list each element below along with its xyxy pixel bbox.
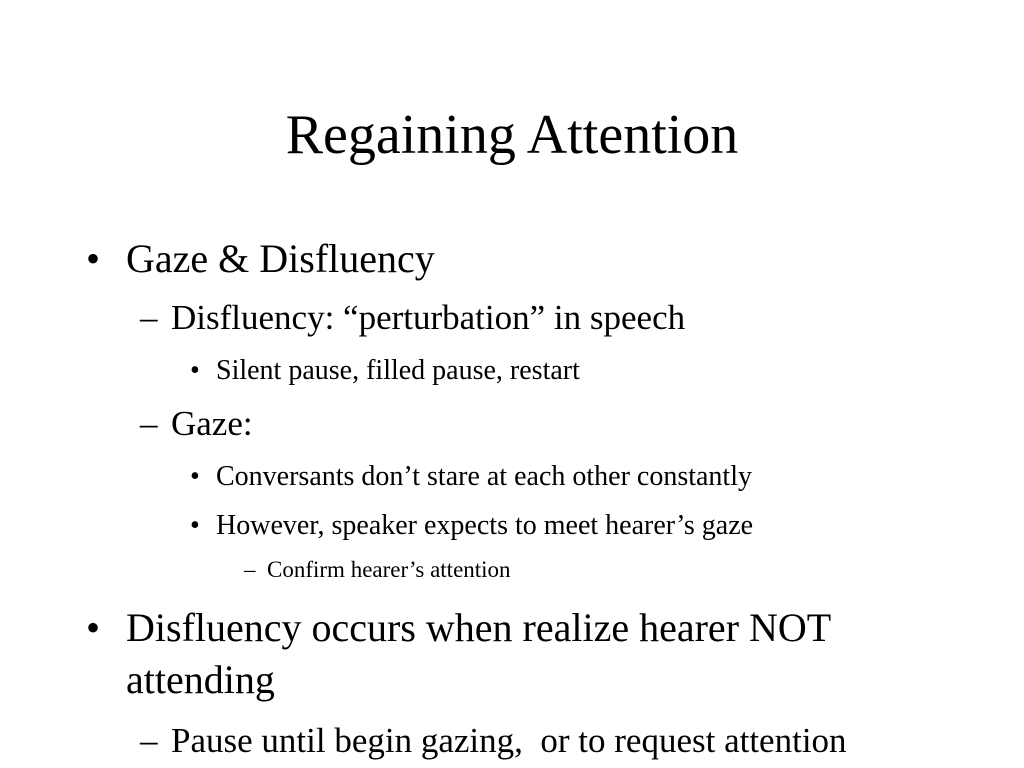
- bullet-marker: •: [86, 605, 101, 650]
- sub-sub-item-text: Conversants don’t stare at each other constantly: [216, 461, 752, 492]
- dash-marker: –: [244, 557, 256, 582]
- sub-item-text: Disfluency: “perturbation” in speech: [171, 298, 686, 337]
- bullet-marker: •: [190, 355, 200, 386]
- sub-item-text: Gaze:: [171, 404, 253, 443]
- bullet-marker: •: [190, 461, 200, 492]
- sub-sub-item-text: However, speaker expects to meet hearer’s gaze: [216, 510, 754, 541]
- bullet-text-continuation: attending: [126, 657, 275, 702]
- dash-marker: –: [140, 404, 158, 443]
- slide-title: Regaining Attention: [285, 104, 739, 166]
- bullet-marker: •: [190, 510, 200, 541]
- bullet-text: Disfluency occurs when realize hearer NOT: [126, 605, 832, 650]
- sub-sub-item-text: Silent pause, filled pause, restart: [216, 355, 580, 386]
- dash-marker: –: [140, 721, 158, 760]
- bullet-text: Gaze & Disfluency: [126, 236, 435, 281]
- dash-marker: –: [140, 298, 158, 337]
- bullet-marker: •: [86, 236, 101, 281]
- detail-item-text: Confirm hearer’s attention: [267, 557, 511, 582]
- sub-item-text: Pause until begin gazing, or to request attention: [171, 721, 847, 760]
